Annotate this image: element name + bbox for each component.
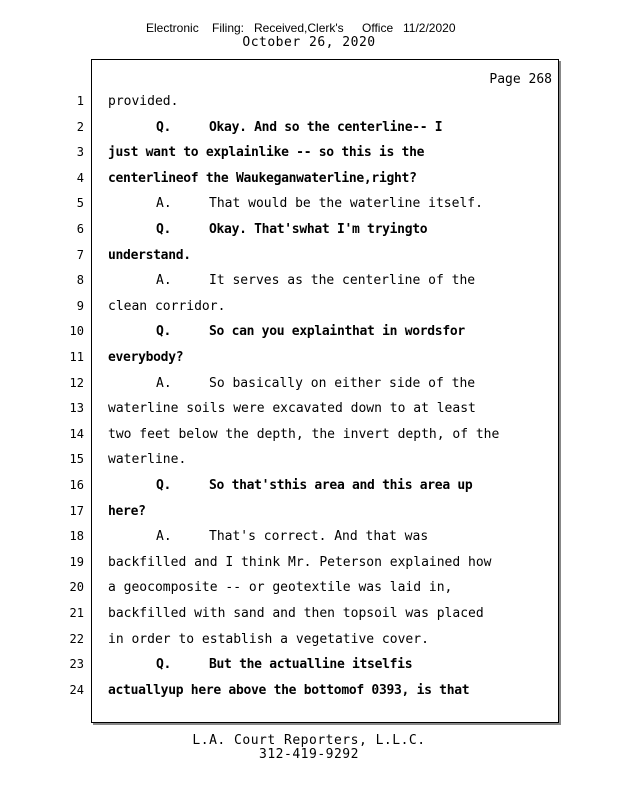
filing-electronic: Electronic <box>146 21 199 35</box>
line-text <box>108 580 452 595</box>
line-text <box>108 452 186 467</box>
speaker-label: A. <box>156 529 172 544</box>
line-number: 5 <box>76 196 84 210</box>
line-number: 1 <box>76 94 84 108</box>
line-number: 18 <box>69 529 84 543</box>
line-body: in order to establish a vegetative cover. <box>108 632 429 647</box>
line-body: just want to explainlike -- so this is the <box>108 145 425 160</box>
line-text <box>108 145 424 160</box>
transcript-line <box>0 452 618 474</box>
line-text <box>108 427 499 442</box>
line-number: 3 <box>76 145 84 159</box>
line-text <box>108 350 183 365</box>
line-text <box>156 324 465 339</box>
transcript-line <box>0 376 618 398</box>
line-number: 24 <box>69 683 84 697</box>
line-text <box>108 606 484 621</box>
line-body: provided. <box>108 94 179 109</box>
line-body: everybody? <box>108 350 184 365</box>
speaker-label: A. <box>156 273 172 288</box>
transcript-line <box>0 145 618 167</box>
line-number: 15 <box>69 452 84 466</box>
line-text <box>108 299 225 314</box>
line-text <box>108 94 178 109</box>
line-body: So basically on either side of the <box>209 376 476 391</box>
line-body: But the actualline itselfis <box>209 657 413 672</box>
line-text <box>156 376 475 391</box>
line-body: Okay. That'swhat I'm tryingto <box>209 222 428 237</box>
line-text <box>156 222 427 237</box>
transcript-line <box>0 401 618 423</box>
line-text <box>108 401 476 416</box>
transcript-line <box>0 94 618 116</box>
transcript-line <box>0 273 618 295</box>
speaker-label: A. <box>156 376 172 391</box>
speaker-label: Q. <box>156 478 172 493</box>
line-text <box>156 120 442 135</box>
line-number: 2 <box>76 120 84 134</box>
speaker-label: Q. <box>156 120 172 135</box>
line-number: 4 <box>76 171 84 185</box>
line-body: backfilled and I think Mr. Peterson explained how <box>108 555 492 570</box>
line-text <box>108 683 469 698</box>
transcript-line <box>0 324 618 346</box>
line-text <box>156 529 428 544</box>
transcript-line <box>0 606 618 628</box>
line-body: a geocomposite -- or geotextile was laid in, <box>108 580 453 595</box>
filing-received: Received,Clerk's <box>254 21 344 35</box>
line-number: 9 <box>76 299 84 313</box>
filing-date: 11/2/2020 <box>403 21 456 35</box>
line-body: two feet below the depth, the invert depth, of the <box>108 427 500 442</box>
deposition-date: October 26, 2020 <box>242 35 376 50</box>
line-number: 22 <box>69 632 84 646</box>
line-number: 8 <box>76 273 84 287</box>
transcript-line <box>0 683 618 705</box>
line-text <box>108 504 146 519</box>
speaker-label: Q. <box>156 657 172 672</box>
footer-company: L.A. Court Reporters, L.L.C. <box>192 733 426 748</box>
transcript-line <box>0 657 618 679</box>
transcript-line <box>0 120 618 142</box>
transcript-line <box>0 248 618 270</box>
line-text <box>108 632 429 647</box>
line-text <box>156 273 475 288</box>
line-text <box>108 555 492 570</box>
transcript-line <box>0 555 618 577</box>
line-number: 16 <box>69 478 84 492</box>
transcript-line <box>0 350 618 372</box>
speaker-label: Q. <box>156 222 172 237</box>
line-body: understand. <box>108 248 191 263</box>
speaker-label: Q. <box>156 324 172 339</box>
line-number: 13 <box>69 401 84 415</box>
transcript-line <box>0 504 618 526</box>
speaker-label: A. <box>156 196 172 211</box>
transcript-line <box>0 427 618 449</box>
line-number: 11 <box>69 350 84 364</box>
line-body: actuallyup here above the bottomof 0393, is that <box>108 683 470 698</box>
line-number: 10 <box>69 324 84 338</box>
line-text <box>156 196 483 211</box>
transcript-line <box>0 632 618 654</box>
footer-phone: 312-419-9292 <box>259 747 359 762</box>
line-text <box>156 657 412 672</box>
line-number: 21 <box>69 606 84 620</box>
line-body: It serves as the centerline of the <box>209 273 476 288</box>
line-text <box>156 478 472 493</box>
line-text <box>108 171 417 186</box>
line-body: waterline soils were excavated down to at least <box>108 401 476 416</box>
filing-label: Filing: <box>212 21 245 35</box>
transcript-line <box>0 478 618 500</box>
line-text <box>108 248 191 263</box>
line-number: 7 <box>76 248 84 262</box>
line-body: backfilled with sand and then topsoil was placed <box>108 606 484 621</box>
transcript-line <box>0 196 618 218</box>
line-body: That would be the waterline itself. <box>209 196 483 211</box>
transcript-line <box>0 529 618 551</box>
filing-office: Office <box>362 21 394 35</box>
line-body: waterline. <box>108 452 187 467</box>
line-number: 17 <box>69 504 84 518</box>
transcript-line <box>0 222 618 244</box>
line-number: 6 <box>76 222 84 236</box>
transcript-line <box>0 580 618 602</box>
line-number: 14 <box>69 427 84 441</box>
line-body: So that'sthis area and this area up <box>209 478 473 493</box>
line-body: That's correct. And that was <box>209 529 429 544</box>
transcript-line <box>0 171 618 193</box>
line-body: clean corridor. <box>108 299 226 314</box>
line-body: So can you explainthat in wordsfor <box>209 324 465 339</box>
page-number: Page 268 <box>489 72 552 87</box>
line-body: centerlineof the Waukeganwaterline,right? <box>108 171 417 186</box>
transcript-line <box>0 299 618 321</box>
line-body: here? <box>108 504 146 519</box>
line-number: 23 <box>69 657 84 671</box>
line-number: 20 <box>69 580 84 594</box>
line-number: 19 <box>69 555 84 569</box>
line-body: Okay. And so the centerline-- I <box>209 120 443 135</box>
line-number: 12 <box>69 376 84 390</box>
